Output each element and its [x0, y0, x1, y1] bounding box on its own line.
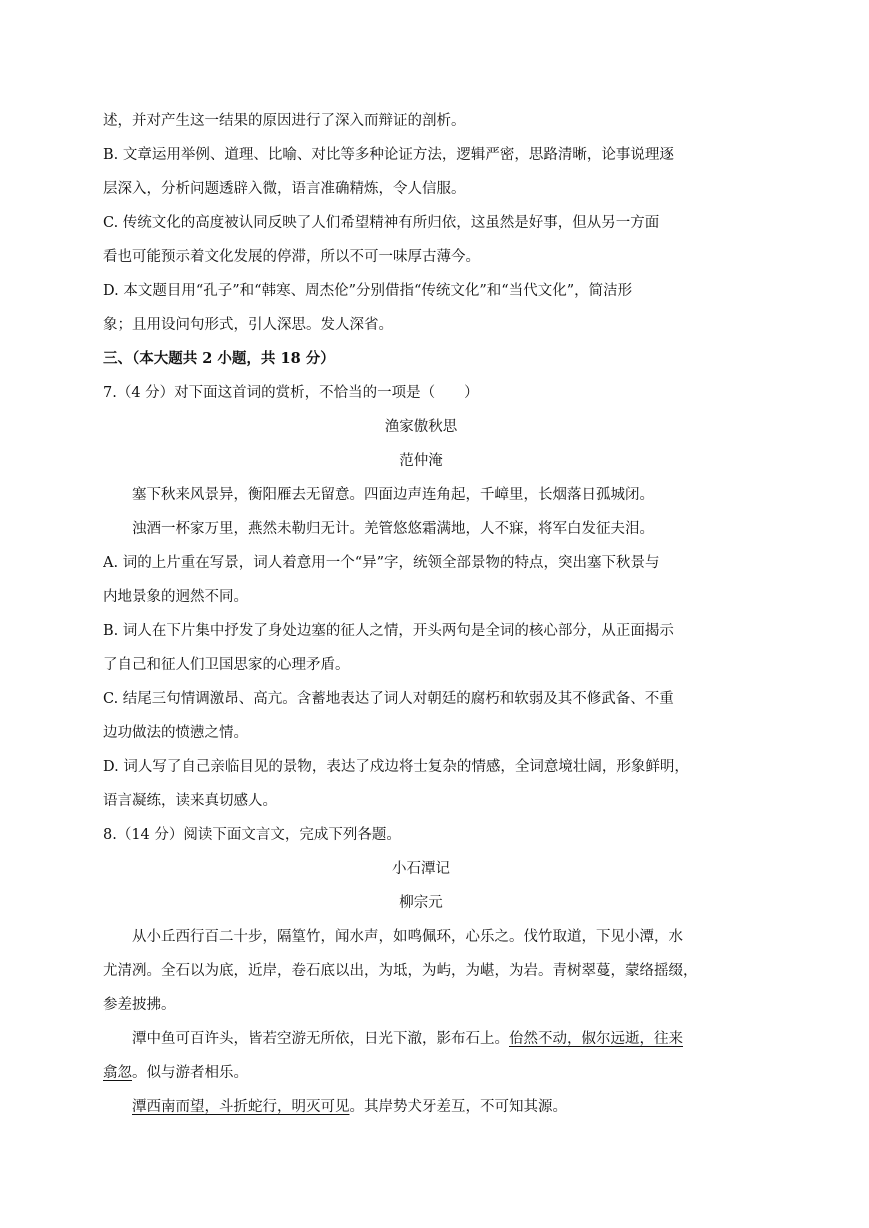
- q7-option-a-line-1: A. 词的上片重在写景，词人着意用一个“异”字，统领全部景物的特点，突出塞下秋景与: [103, 555, 660, 571]
- q8-paragraph-1-line-1: 从小丘西行百二十步，隔篁竹，闻水声，如鸣佩环，心乐之。伐竹取道，下见小潭，水: [132, 929, 683, 945]
- q8-paragraph-3-plain-text: 。其岸势犬牙差互，不可知其源。: [349, 1099, 567, 1115]
- section-3-heading: 三、（本大题共 2 小题，共 18 分）: [103, 350, 335, 367]
- q8-paragraph-2-line-2: [103, 1056, 739, 1090]
- q7-option-a-line-2: 内地景象的迥然不同。: [103, 589, 248, 605]
- q8-paragraph-3-underlined-text: 潭西南而望，斗折蛇行，明灭可见: [132, 1099, 350, 1115]
- q6-option-b-line-2: 层深入，分析问题透辟入微，语言准确精炼，令人信服。: [103, 181, 466, 197]
- q6-option-d-line-2: 象；且用设问句形式，引人深思。发人深省。: [103, 317, 393, 333]
- q7-option-d-line-1: D. 词人写了自己亲临目见的景物，表达了戍边将士复杂的情感，全词意境壮阔，形象鲜明，: [103, 759, 689, 775]
- q7-poem-line-1: 塞下秋来风景异，衡阳雁去无留意。四面边声连角起，千嶂里，长烟落日孤城闭。: [132, 487, 654, 503]
- q8-paragraph-2-underlined-continuation: 翕忽: [103, 1065, 132, 1081]
- q7-option-d-line-2: 语言凝练，读来真切感人。: [103, 793, 277, 809]
- q6-option-a-tail: 述，并对产生这一结果的原因进行了深入而辩证的剖析。: [103, 113, 466, 129]
- q8-paragraph-2-plain-text: 潭中鱼可百许头，皆若空游无所依，日光下澈，影布石上。: [132, 1031, 509, 1047]
- q6-option-b-line-1: B. 文章运用举例、道理、比喻、对比等多种论证方法，逻辑严密，思路清晰，论事说理逐: [103, 147, 674, 163]
- q7-poem-line-2: 浊酒一杯家万里，燕然未勒归无计。羌管悠悠霜满地，人不寐，将军白发征夫泪。: [132, 521, 654, 537]
- q8-text-title: 小石潭记: [392, 861, 450, 877]
- q7-option-c-line-2: 边功做法的愤懑之情。: [103, 725, 248, 741]
- q8-stem: 8.（14 分）阅读下面文言文，完成下列各题。: [103, 827, 401, 843]
- q7-stem: 7.（4 分）对下面这首词的赏析，不恰当的一项是（ ）: [103, 385, 479, 401]
- q8-paragraph-1-line-2: 尤清冽。全石以为底，近岸，卷石底以出，为坻，为屿，为嵁，为岩。青树翠蔓，蒙络摇缀，: [103, 963, 698, 979]
- q7-option-b-line-1: B. 词人在下片集中抒发了身处边塞的征人之情，开头两句是全词的核心部分，从正面揭示: [103, 623, 674, 639]
- q7-poem-title: 渔家傲秋思: [384, 419, 458, 435]
- q7-option-b-line-2: 了自己和征人们卫国思家的心理矛盾。: [103, 657, 350, 673]
- q8-paragraph-1-line-3: 参差披拂。: [103, 997, 176, 1013]
- q6-option-c-line-2: 看也可能预示着文化发展的停滞，所以不可一味厚古薄今。: [103, 249, 480, 265]
- q8-paragraph-2-plain-continuation: 。似与游者相乐。: [132, 1065, 248, 1081]
- q7-poem-author: 范仲淹: [399, 453, 443, 469]
- q8-paragraph-2-line-1: [103, 1022, 739, 1056]
- document-page: [103, 104, 739, 1124]
- q8-paragraph-3-line-1: [103, 1090, 739, 1124]
- q6-option-d-line-1: D. 本文题目用“孔子”和“韩寒、周杰伦”分别借指“传统文化”和“当代文化”，简洁形: [103, 283, 633, 299]
- q8-text-author: 柳宗元: [399, 895, 443, 911]
- q8-paragraph-2-underlined-text: 佁然不动，俶尔远逝，往来: [509, 1031, 683, 1047]
- q7-option-c-line-1: C. 结尾三句情调激昂、高亢。含蓄地表达了词人对朝廷的腐朽和软弱及其不修武备、不重: [103, 691, 674, 707]
- q6-option-c-line-1: C. 传统文化的高度被认同反映了人们希望精神有所归依，这虽然是好事，但从另一方面: [103, 215, 660, 231]
